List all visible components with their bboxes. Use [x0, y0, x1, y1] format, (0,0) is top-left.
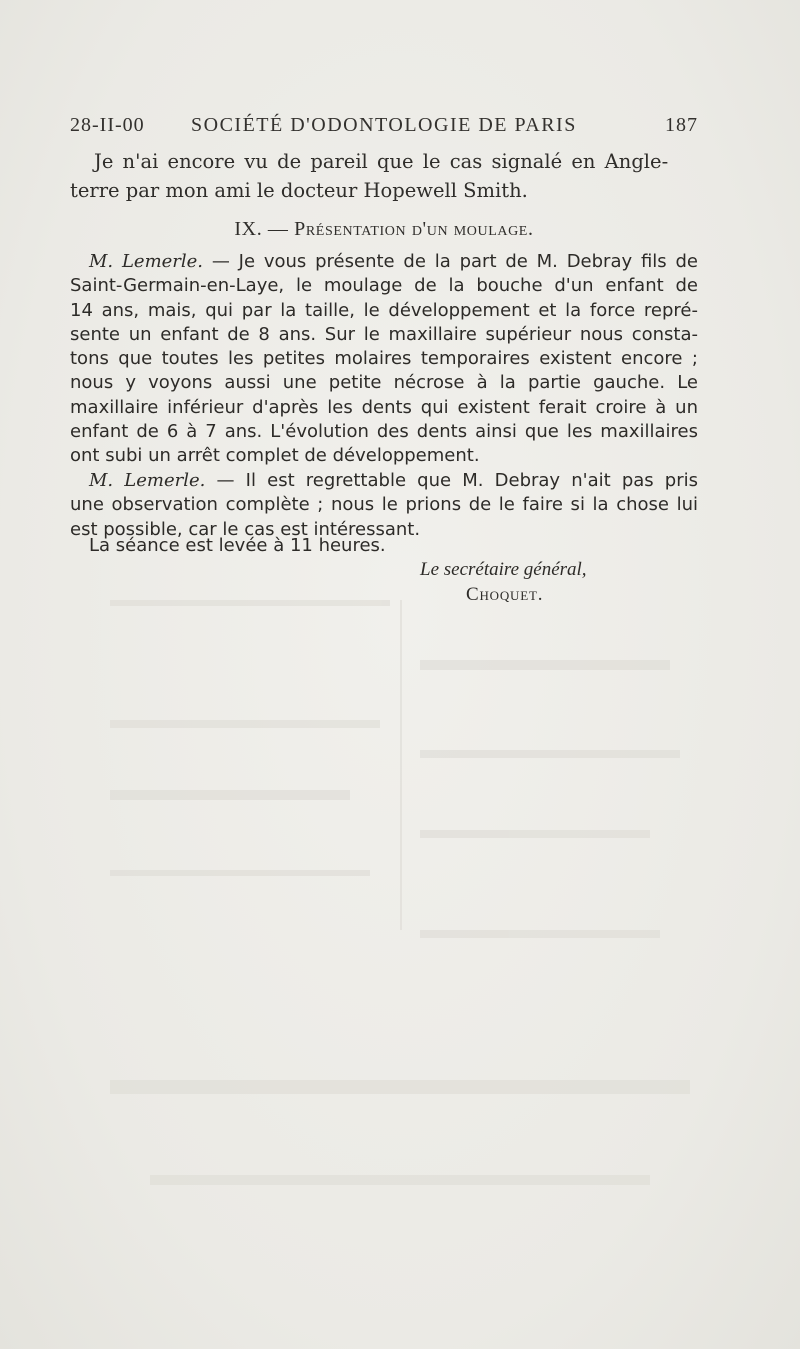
closing-paragraph	[70, 534, 698, 558]
paragraph-line: une observation complète ; nous le prions de le faire si la chose lui	[70, 494, 698, 516]
bleed-band	[420, 750, 680, 758]
speaker-name: M. Lemerle.	[89, 251, 204, 272]
paragraph-line: 14 ans, mais, qui par la taille, le développement et la force repré-	[70, 299, 698, 321]
signature-title: Le secrétaire général,	[420, 559, 587, 580]
paragraph-line: La séance est levée à 11 heures.	[89, 535, 386, 556]
intro-line: terre par mon ami le docteur Hopewell Smith.	[70, 179, 528, 202]
paragraph-line: nous y voyons aussi une petite nécrose à la partie gauche. Le	[70, 372, 698, 394]
paragraph-line: tons que toutes les petites molaires temporaires existent encore ;	[70, 348, 698, 370]
header-title: SOCIÉTÉ D'ODONTOLOGIE DE PARIS	[191, 114, 577, 136]
speaker-name: M. Lemerle.	[89, 470, 206, 491]
signature-block	[420, 557, 720, 607]
paragraph-lemerle-2	[70, 469, 698, 542]
paragraph-line: enfant de 6 à 7 ans. L'évolution des dents ainsi que les maxillaires	[70, 421, 698, 443]
bleed-band	[420, 930, 660, 938]
bleed-band	[110, 720, 380, 728]
paragraph-line: ont subi un arrêt complet de développement.	[70, 445, 480, 467]
running-header	[70, 114, 698, 140]
paragraph-line: maxillaire inférieur d'après les dents qui existent ferait croire à un	[70, 396, 698, 418]
paragraph-line: sente un enfant de 8 ans. Sur le maxillaire supérieur nous consta-	[70, 323, 698, 345]
bleed-band	[110, 790, 350, 800]
paragraph-lemerle-1	[70, 250, 698, 469]
intro-paragraph	[70, 147, 698, 205]
show-through-texture	[70, 600, 710, 1250]
bleed-band	[420, 660, 670, 670]
bleed-band	[150, 1175, 650, 1185]
page-number: 187	[665, 114, 698, 136]
paragraph-line: est possible, car le cas est intéressant.	[70, 518, 421, 540]
bleed-band	[110, 870, 370, 876]
bleed-band	[420, 830, 650, 838]
paragraph-line	[70, 250, 698, 274]
section-heading	[70, 218, 698, 241]
paragraph-line: Saint-Germain-en-Laye, le moulage de la bouche d'un enfant de	[70, 275, 698, 297]
paragraph-line	[70, 469, 698, 493]
intro-line: Je n'ai encore vu de pareil que le cas signalé en Angle-	[94, 150, 669, 173]
signature-name: Choquet.	[466, 584, 544, 605]
header-date: 28-II-00	[70, 114, 145, 136]
bleed-rule	[400, 600, 402, 930]
section-numeral: IX. —	[234, 218, 295, 240]
bleed-band	[110, 600, 390, 606]
bleed-band	[110, 1080, 690, 1094]
paragraph-text: — Je vous présente de la part de M. Debray fils de	[203, 251, 698, 272]
paragraph-text: — Il est regrettable que M. Debray n'ait pas pris	[205, 470, 699, 491]
section-title: Présentation d'un moulage.	[294, 218, 534, 240]
